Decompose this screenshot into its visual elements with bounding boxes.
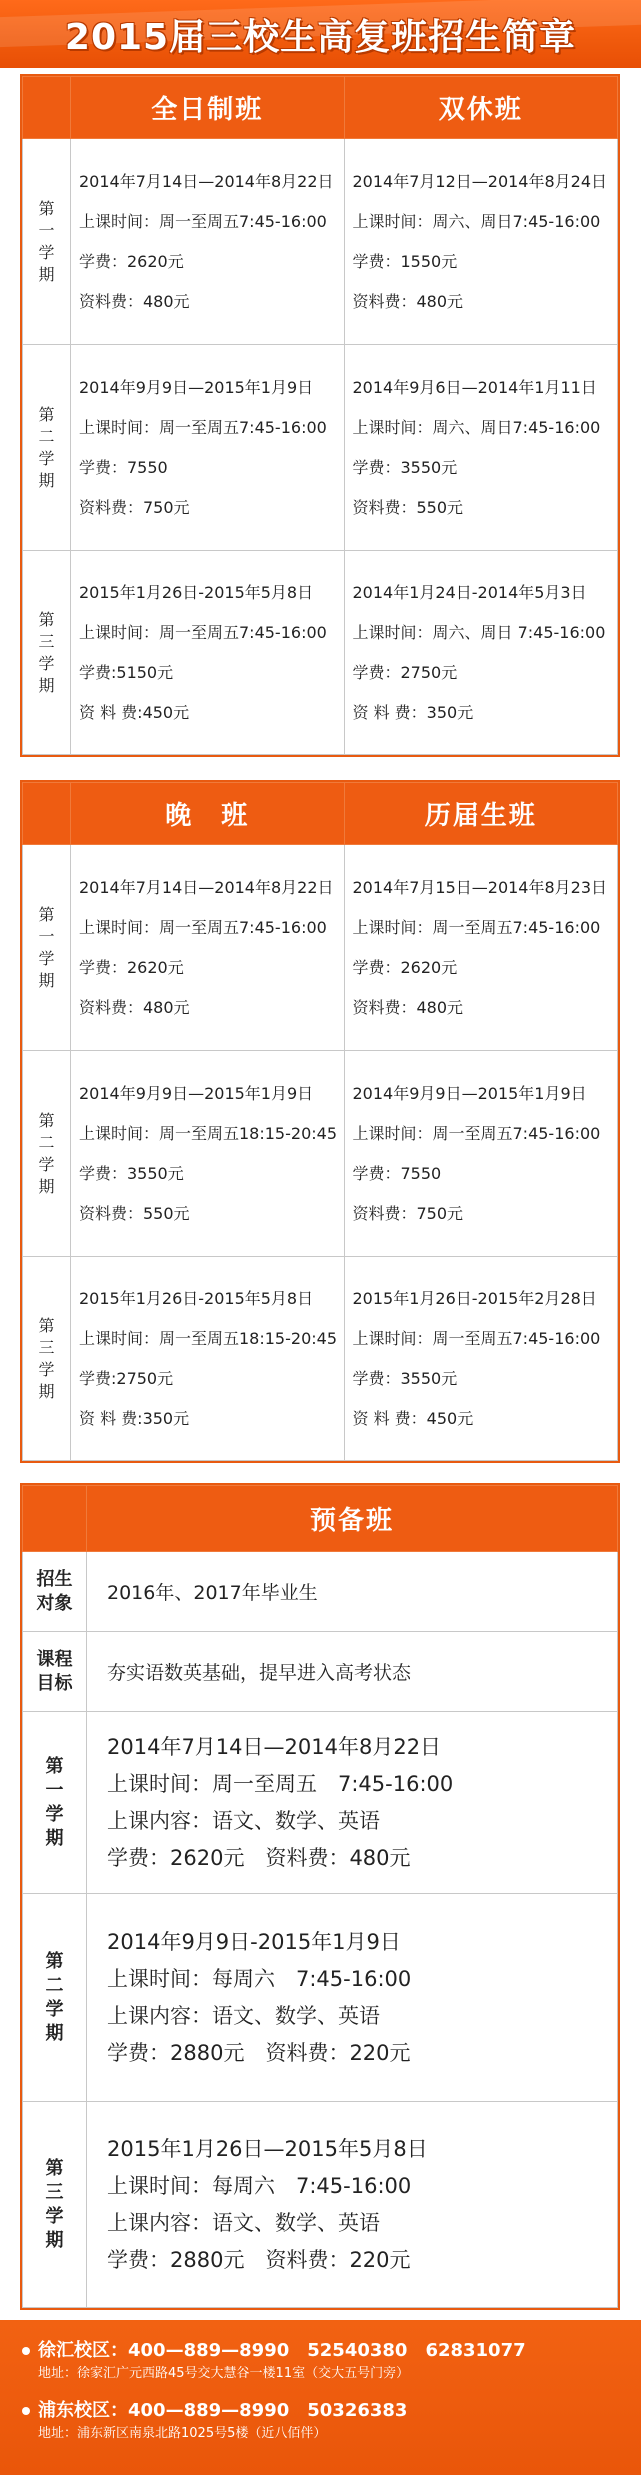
schedule-cell: 2014年9月9日—2015年1月9日 上课时间：周一至周五7:45-16:00 学费：7550 资料费：750元 [344, 1051, 618, 1257]
contact-footer [0, 2320, 641, 2475]
schedule-cell: 2014年9月9日-2015年1月9日 上课时间：每周六 7:45-16:00 上课内容：语文、数学、英语 学费：2880元 资料费：220元 [87, 1894, 618, 2102]
semester-label: 第一学期 [23, 139, 71, 345]
semester-label: 第一学期 [23, 1712, 87, 1894]
campus-phone: 徐汇校区：400—889—8990 52540380 62831077 [38, 2340, 526, 2361]
bullet-icon [22, 2407, 30, 2415]
campus-address: 地址：徐家汇广元西路45号交大慧谷一楼11室（交大五号门旁） [38, 2366, 410, 2381]
corner-cell [23, 783, 71, 845]
goal-value: 夯实语数英基础，提早进入高考状态 [87, 1632, 618, 1712]
bullet-icon [22, 2347, 30, 2355]
semester-label: 第二学期 [23, 1894, 87, 2102]
campus-phone: 浦东校区：400—889—8990 50326383 [38, 2400, 408, 2421]
schedule-cell: 2014年7月15日—2014年8月23日 上课时间：周一至周五7:45-16:00 学费：2620元 资料费：480元 [344, 845, 618, 1051]
prep-class-table [20, 1483, 620, 2310]
header-repeat: 历届生班 [344, 783, 618, 845]
corner-cell [23, 77, 71, 139]
schedule-cell: 2014年7月14日—2014年8月22日 上课时间：周一至周五7:45-16:00 学费：2620元 资料费：480元 [71, 139, 345, 345]
schedule-cell: 2015年1月26日-2015年2月28日 上课时间：周一至周五7:45-16:00 学费：3550元 资 料 费：450元 [344, 1257, 618, 1461]
schedule-cell: 2015年1月26日-2015年5月8日 上课时间：周一至周五18:15-20:45 学费:2750元 资 料 费:350元 [71, 1257, 345, 1461]
campus-xuhui [22, 2338, 641, 2384]
campus-pudong [22, 2398, 641, 2444]
header-evening: 晚 班 [71, 783, 345, 845]
schedule-cell: 2014年7月14日—2014年8月22日 上课时间：周一至周五7:45-16:00 学费：2620元 资料费：480元 [71, 845, 345, 1051]
semester-label: 第二学期 [23, 1051, 71, 1257]
target-label: 招生对象 [23, 1552, 87, 1632]
schedule-table-2 [20, 780, 620, 1463]
goal-label: 课程目标 [23, 1632, 87, 1712]
target-value: 2016年、2017年毕业生 [87, 1552, 618, 1632]
corner-cell [23, 1486, 87, 1552]
semester-label: 第一学期 [23, 845, 71, 1051]
schedule-cell: 2014年1月24日-2014年5月3日 上课时间：周六、周日 7:45-16:00 学费：2750元 资 料 费：350元 [344, 551, 618, 755]
campus-address: 地址：浦东新区南泉北路1025号5楼（近八佰伴） [38, 2426, 327, 2441]
schedule-cell: 2014年7月12日—2014年8月24日 上课时间：周六、周日7:45-16:00 学费：1550元 资料费：480元 [344, 139, 618, 345]
schedule-cell: 2014年7月14日—2014年8月22日 上课时间：周一至周五 7:45-16:00 上课内容：语文、数学、英语 学费：2620元 资料费：480元 [87, 1712, 618, 1894]
schedule-cell: 2014年9月9日—2015年1月9日 上课时间：周一至周五18:15-20:45 学费：3550元 资料费：550元 [71, 1051, 345, 1257]
schedule-table-1 [20, 74, 620, 757]
schedule-cell: 2015年1月26日—2015年5月8日 上课时间：每周六 7:45-16:00 上课内容：语文、数学、英语 学费：2880元 资料费：220元 [87, 2102, 618, 2308]
semester-label: 第二学期 [23, 345, 71, 551]
schedule-cell: 2015年1月26日-2015年5月8日 上课时间：周一至周五7:45-16:00 学费:5150元 资 料 费:450元 [71, 551, 345, 755]
page-title: 2015届三校生高复班招生简章 [64, 16, 577, 58]
semester-label: 第三学期 [23, 1257, 71, 1461]
header-full-time: 全日制班 [71, 77, 345, 139]
title-banner [0, 0, 641, 68]
header-prep: 预备班 [87, 1486, 618, 1552]
schedule-cell: 2014年9月9日—2015年1月9日 上课时间：周一至周五7:45-16:00 学费：7550 资料费：750元 [71, 345, 345, 551]
semester-label: 第三学期 [23, 2102, 87, 2308]
schedule-cell: 2014年9月6日—2014年1月11日 上课时间：周六、周日7:45-16:00 学费：3550元 资料费：550元 [344, 345, 618, 551]
header-weekend: 双休班 [344, 77, 618, 139]
semester-label: 第三学期 [23, 551, 71, 755]
